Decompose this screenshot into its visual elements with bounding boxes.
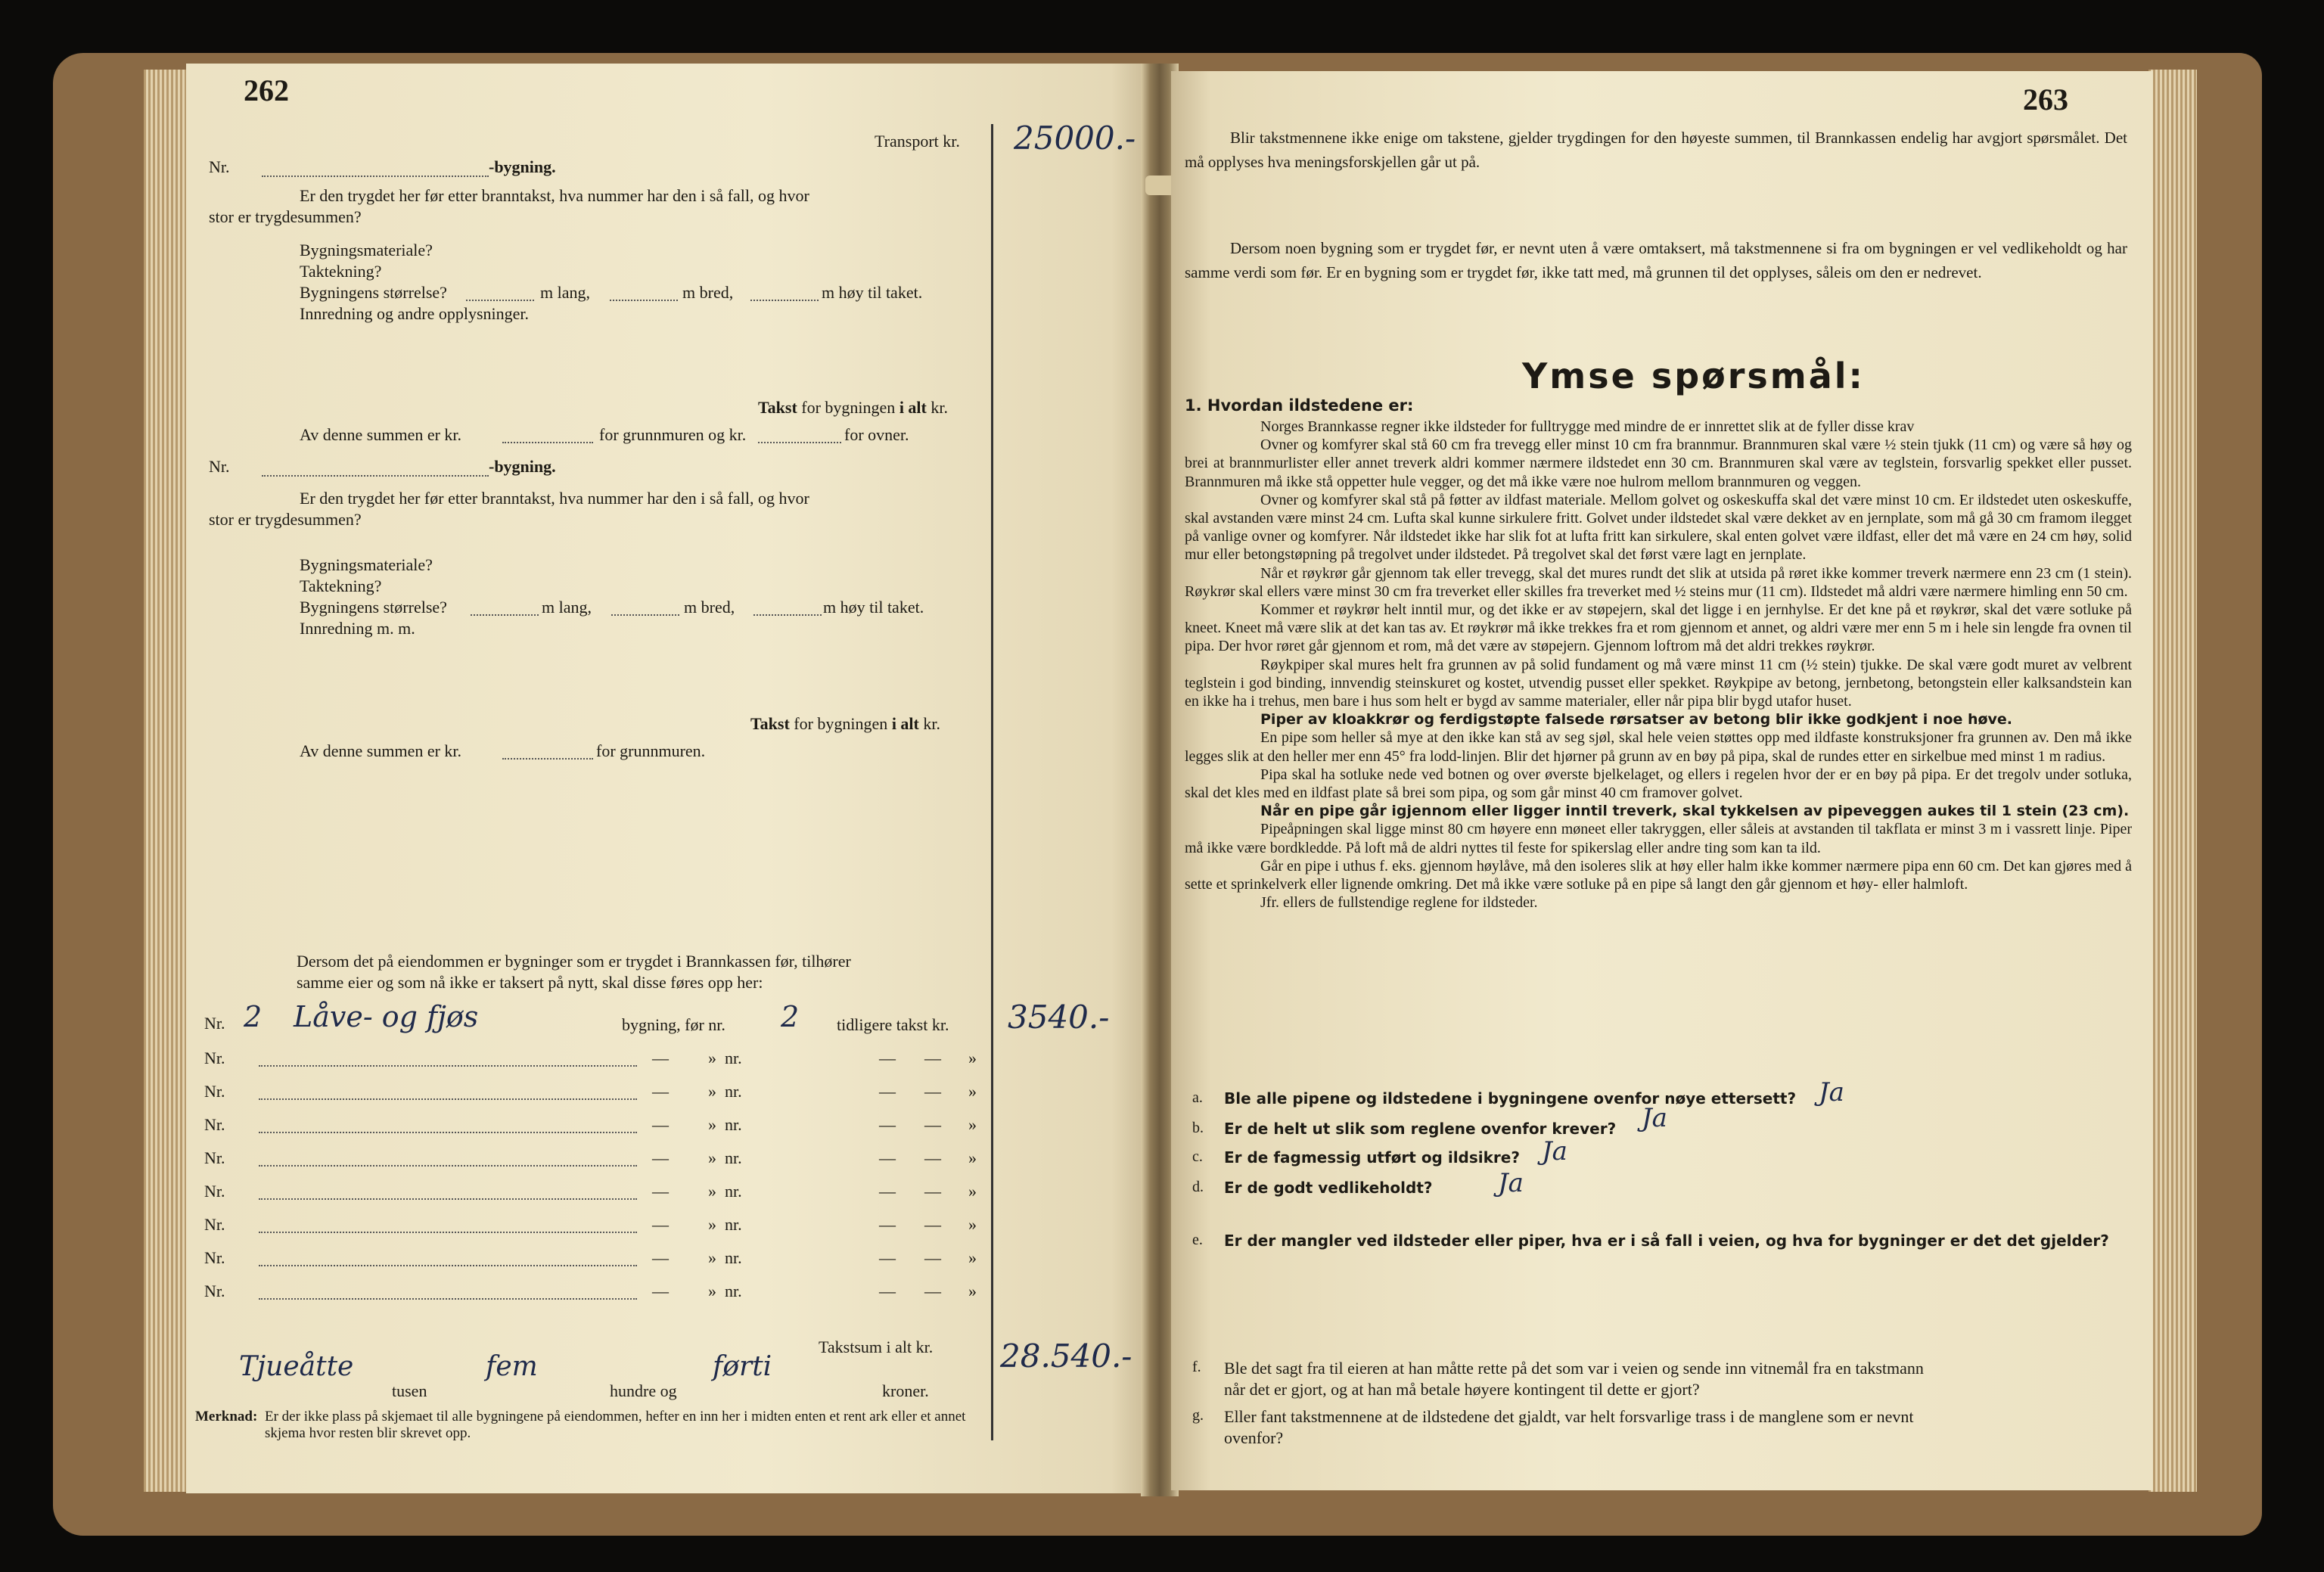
b1-innr: Innredning og andre opplysninger. bbox=[300, 304, 530, 323]
row-quote-2: » bbox=[968, 1182, 977, 1201]
row-dash: — bbox=[652, 1215, 669, 1234]
row-quote: » bbox=[708, 1248, 716, 1267]
merknad-line1: Er der ikke plass på skjemaet til alle bygningene på eiendommen, hefter en inn her i midten enten et rent ark eller et annet bbox=[265, 1409, 966, 1424]
b1-takst-rest: for bygningen bbox=[801, 398, 896, 417]
row-quote: » bbox=[708, 1282, 716, 1300]
row-quote-2: » bbox=[968, 1282, 977, 1300]
words-hundreds: fem bbox=[486, 1351, 538, 1382]
row1-value: 3540.- bbox=[1008, 999, 1110, 1036]
words-thousands: Tjueåtte bbox=[239, 1351, 354, 1382]
row-quote-2: » bbox=[968, 1148, 977, 1167]
page-number-left: 262 bbox=[244, 73, 289, 107]
b2-takst-rest: for bygningen bbox=[794, 714, 888, 733]
b2-storr: Bygningens størrelse? bbox=[300, 598, 447, 617]
row-fill-line bbox=[259, 1065, 637, 1067]
qb-letter: b. bbox=[1192, 1120, 1204, 1136]
dersom-line1: Dersom det på eiendommen er bygninger som er trygdet i Brannkassen før, tilhører bbox=[297, 952, 851, 971]
qd-answer: Ja bbox=[1498, 1168, 1524, 1198]
row1-name: Låve- og fjøs bbox=[294, 1000, 479, 1033]
rule-paragraph: Piper av kloakkrør og ferdigstøpte falsede rørsatser av betong blir ikke godkjent i noe høve. bbox=[1260, 711, 2013, 729]
b1-av: Av denne summen er kr. bbox=[300, 425, 462, 444]
row-quote-2: » bbox=[968, 1215, 977, 1234]
row-nr-label: nr. bbox=[725, 1082, 742, 1101]
b1-takst bbox=[758, 398, 948, 418]
words-tusen: tusen bbox=[392, 1381, 427, 1400]
merknad-line2: skjema hvor resten blir skrevet opp. bbox=[265, 1425, 471, 1441]
b2-mat: Bygningsmateriale? bbox=[300, 555, 433, 574]
row-quote: » bbox=[708, 1049, 716, 1067]
rule-paragraph: Pipa skal ha sotluke nede ved botnen og over øverste bjelkelaget, og ellers i regelen hvor der er en bøy på pipa. Er det tregolv under sotluka, skal det kles med en ildfast plate så brei som pipa, og som går minst 40 cm framover golvet. bbox=[1185, 766, 2132, 802]
page-number-right: 263 bbox=[2023, 82, 2068, 117]
row1-fornr: 2 bbox=[781, 1000, 800, 1033]
b1-bred: m bred, bbox=[682, 283, 734, 302]
qg-text-1: Eller fant takstmennene at de ildstedene det gjaldt, var helt forsvarlige trass i de manglene som er nevnt bbox=[1224, 1407, 1914, 1426]
b1-takst-kr: kr. bbox=[931, 398, 948, 417]
row-quote: » bbox=[708, 1215, 716, 1234]
b1-q1: Er den trygdet her før etter branntakst, hva nummer har den i så fall, og hvor bbox=[300, 186, 809, 205]
takstsum-value: 28.540.- bbox=[1000, 1337, 1132, 1375]
row-fill-line bbox=[259, 1165, 637, 1167]
row1-tidl: tidligere takst kr. bbox=[837, 1015, 949, 1034]
qa-answer: Ja bbox=[1819, 1077, 1844, 1108]
b2-nr-line bbox=[262, 475, 489, 477]
row-nr: Nr. bbox=[204, 1248, 225, 1267]
b1-nr: Nr. bbox=[209, 157, 230, 176]
row-dash-2: — bbox=[879, 1248, 896, 1267]
row-dash: — bbox=[652, 1148, 669, 1167]
row-fill-line bbox=[259, 1198, 637, 1200]
fire-rules bbox=[1185, 418, 2132, 912]
qf-text-1: Ble det sagt fra til eieren at han måtte rette på det som var i veien og sende inn vitnemål fra en takstmann bbox=[1224, 1359, 1924, 1378]
row-quote: » bbox=[708, 1182, 716, 1201]
row-fill-line bbox=[259, 1298, 637, 1300]
row-dash-2: — bbox=[879, 1215, 896, 1234]
b2-takst-kr: kr. bbox=[923, 714, 940, 733]
rule-paragraph: Norges Brannkasse regner ikke ildsteder for fulltrygge med mindre de er innrettet slik at de fyller disse krav bbox=[1260, 418, 1915, 435]
intro-paragraph-1: Blir takstmennene ikke enige om takstene, gjelder trygdingen for den høyeste summen, til Brannkassen endelig har avgjort spørsmålet. Det må opplyses hva meningsforskjellen går ut på. bbox=[1185, 129, 2127, 171]
row-dash-3: — bbox=[924, 1215, 941, 1234]
row1-nr: Nr. bbox=[204, 1014, 225, 1033]
row-nr: Nr. bbox=[204, 1115, 225, 1134]
qg-text-2: ovenfor? bbox=[1224, 1428, 1284, 1447]
b1-hoy: m høy til taket. bbox=[822, 283, 923, 302]
b1-ovner: for ovner. bbox=[844, 425, 909, 444]
row-dash-2: — bbox=[879, 1049, 896, 1067]
rule-paragraph: Pipeåpningen skal ligge minst 80 cm høyere enn møneet eller takryggen, eller såleis at avstanden til takflata er minst 3 m i vassrett linje. Piper må ikke være bordkledde. På loft må de aldri nyttes til feste for spikerslag eller andre ting som kan ta ild. bbox=[1185, 821, 2132, 856]
q1-title: 1. Hvordan ildstedene er: bbox=[1185, 396, 1414, 415]
rule-paragraph: Røykpiper skal mures helt fra grunnen av på solid fundament og må være minst 11 cm (½ stein) tjukke. De skal være godt muret av velbrent teglstein i god binding, innvendig steinskuret og kostet, utvendig pusset eller spekket. Røykpipe av betong, jernbetong, betongstein eller kalksandstein kan en ikke ha i trehus, men bare i hus som helt er bygd av samme materialer, eller når pipa blir bygd utafor huset. bbox=[1185, 656, 2132, 710]
left-page-edges bbox=[144, 70, 189, 1492]
b1-grunn-line bbox=[758, 442, 841, 443]
merknad-label: Merknad: bbox=[195, 1409, 258, 1424]
intro-paragraph-2: Dersom noen bygning som er trygdet før, er nevnt uten å være omtaksert, må takstmennene si fra om bygningen er vel vedlikeholdt og har samme verdi som før. Er en bygning som er trygdet før, ikke tatt med, må grunnen til det opplyses, såleis om den er nedrevet. bbox=[1185, 239, 2127, 281]
row-fill-line bbox=[259, 1098, 637, 1100]
row-quote-2: » bbox=[968, 1049, 977, 1067]
row-dash: — bbox=[652, 1282, 669, 1300]
row-nr-label: nr. bbox=[725, 1248, 742, 1267]
rule-paragraph: Når et røykrør går gjennom tak eller trevegg, skal det mures rundt det slik at utsida på røret ikke kommer treverk nærmere enn 23 cm (1 stein). Røykrør skal ellers være minst 30 cm fra treverket eller skilles fra treverket med ½ steins mur (11 cm). Ildstedet må aldri være nærmere himling enn 50 cm. bbox=[1185, 564, 2132, 600]
b1-bred-line bbox=[610, 300, 678, 301]
qc-text: Er de fagmessig utført og ildsikre? bbox=[1224, 1148, 1520, 1167]
qg-letter: g. bbox=[1192, 1407, 1204, 1424]
b2-q1: Er den trygdet her før etter branntakst, hva nummer har den i så fall, og hvor bbox=[300, 489, 809, 508]
row-nr: Nr. bbox=[204, 1148, 225, 1167]
b2-takst bbox=[750, 714, 940, 734]
row-fill-line bbox=[259, 1132, 637, 1133]
row-dash-3: — bbox=[924, 1282, 941, 1300]
row-nr-label: nr. bbox=[725, 1115, 742, 1134]
b2-lang: m lang, bbox=[542, 598, 592, 617]
row-nr-label: nr. bbox=[725, 1049, 742, 1067]
b2-av: Av denne summen er kr. bbox=[300, 741, 462, 760]
row-fill-line bbox=[259, 1265, 637, 1266]
qd-text: Er de godt vedlikeholdt? bbox=[1224, 1179, 1433, 1197]
words-kroner: kroner. bbox=[882, 1381, 929, 1400]
row1-bygning: bygning, før nr. bbox=[622, 1015, 725, 1034]
transport-label: Transport kr. bbox=[875, 132, 960, 151]
b1-bygning: -bygning. bbox=[489, 157, 556, 176]
rule-paragraph: En pipe som heller så mye at den ikke kan stå av seg sjøl, skal hele veien støttes opp med ildfaste konstruksjoner fra grunnen av. Den må ikke legges slik at den heller mer enn 45° fra lodd-linjen. Blir det hjørner på grunn av en bøy på pipa, skal de rundes etter en sirkelbue med minst 1 m radius. bbox=[1185, 729, 2132, 765]
b1-lang: m lang, bbox=[540, 283, 590, 302]
amount-column-line bbox=[991, 124, 993, 1440]
b2-av-line bbox=[502, 758, 593, 760]
b2-bred-line bbox=[611, 614, 679, 616]
b1-hoy-line bbox=[750, 300, 819, 301]
right-page-edges bbox=[2148, 70, 2197, 1492]
rule-paragraph: Ovner og komfyrer skal stå 60 cm fra trevegg eller minst 10 cm fra brannmur. Brannmuren skal være ½ stein tjukk (11 cm) og være så høy og brei at brannmurlister eller annet treverk aldri kommer nærmere ildstedet enn 30 cm. Brannmuren skal være av teglstein, forsvarlig spekket eller pusset. Brannmuren må ikke stå oppetter hule vegger, og det må ikke være noe hulrom mellom brannmuren og veggen. bbox=[1185, 436, 2132, 490]
b1-lang-line bbox=[466, 300, 534, 301]
row-nr: Nr. bbox=[204, 1282, 225, 1300]
row-dash-3: — bbox=[924, 1148, 941, 1167]
qa-text: Ble alle pipene og ildstedene i bygningene ovenfor nøye ettersett? bbox=[1224, 1089, 1797, 1108]
b2-hoy-line bbox=[753, 614, 822, 616]
b2-bred: m bred, bbox=[684, 598, 735, 617]
b2-tak: Taktekning? bbox=[300, 576, 382, 595]
b1-storr: Bygningens størrelse? bbox=[300, 283, 447, 302]
qf-text-2: når det er gjort, og at han må betale høyere kontingent til dette er gjort? bbox=[1224, 1380, 1700, 1399]
b1-grunn: for grunnmuren og kr. bbox=[599, 425, 747, 444]
qb-text: Er de helt ut slik som reglene ovenfor krever? bbox=[1224, 1120, 1617, 1138]
dersom-line2: samme eier og som nå ikke er taksert på nytt, skal disse føres opp her: bbox=[297, 973, 763, 992]
b2-hoy: m høy til taket. bbox=[823, 598, 924, 617]
row1-num: 2 bbox=[244, 1000, 263, 1033]
row-fill-line bbox=[259, 1232, 637, 1233]
row-dash-2: — bbox=[879, 1182, 896, 1201]
row-quote-2: » bbox=[968, 1082, 977, 1101]
b1-av-line bbox=[502, 442, 593, 443]
row-quote: » bbox=[708, 1082, 716, 1101]
row-nr: Nr. bbox=[204, 1049, 225, 1067]
qc-answer: Ja bbox=[1542, 1136, 1567, 1167]
rule-paragraph: Går en pipe i uthus f. eks. gjennom høylåve, må den isoleres slik at høy eller halm ikke kommer nærmere pipa enn 60 cm. Det kan gjøres med å sette et sprinkelverk eller lignende omkring. Det må ikke være sotluke på en pipe så langt den går gjennom et høy- eller halmloft. bbox=[1185, 857, 2132, 893]
qd-letter: d. bbox=[1192, 1179, 1204, 1195]
transport-value: 25000.- bbox=[1014, 120, 1136, 157]
b2-grunn: for grunnmuren. bbox=[596, 741, 706, 760]
words-hundre: hundre og bbox=[610, 1381, 677, 1400]
row-nr-label: nr. bbox=[725, 1282, 742, 1300]
row-dash: — bbox=[652, 1182, 669, 1201]
qa-letter: a. bbox=[1192, 1089, 1203, 1106]
row-dash: — bbox=[652, 1049, 669, 1067]
right-page bbox=[1171, 71, 2153, 1490]
b1-takst-word: Takst bbox=[758, 398, 797, 417]
row-nr-label: nr. bbox=[725, 1182, 742, 1201]
rule-paragraph: Jfr. ellers de fullstendige reglene for ildsteder. bbox=[1260, 894, 1538, 912]
b1-mat: Bygningsmateriale? bbox=[300, 241, 433, 259]
row-dash-3: — bbox=[924, 1082, 941, 1101]
row-nr: Nr. bbox=[204, 1215, 225, 1234]
row-nr-label: nr. bbox=[725, 1148, 742, 1167]
qc-letter: c. bbox=[1192, 1148, 1203, 1165]
takstsum-label: Takstsum i alt kr. bbox=[819, 1337, 934, 1356]
left-page bbox=[186, 64, 1150, 1493]
qe-text: Er der mangler ved ildsteder eller piper, hva er i så fall i veien, og hva for bygninger er det det gjelder? bbox=[1224, 1232, 2109, 1250]
row-dash: — bbox=[652, 1115, 669, 1134]
row-dash-2: — bbox=[879, 1082, 896, 1101]
qb-answer: Ja bbox=[1642, 1103, 1667, 1133]
b2-takst-word: Takst bbox=[750, 714, 790, 733]
row-nr: Nr. bbox=[204, 1082, 225, 1101]
b1-takst-bold: i alt bbox=[899, 398, 927, 417]
rule-paragraph: Ovner og komfyrer skal stå på føtter av ildfast materiale. Mellom golvet og oskeskuffa skal det være minst 10 cm. Er ildstedet uten oskeskuffe, skal avstanden være minst 24 cm. Lufta skal kunne sirkulere fritt. Golvet under ildstedet skal være dekket av en jernplate, som må gå 30 cm framom ilegget på vanlige ovner og komfyrer. Når ildstedet ikke har slik fot at lufta fritt kan sirkulere, skal enten golvet være ildfast, eller det må være en 24 cm høy, solid mur eller betongstøpning på tregolvet under ildstedet. På tregolvet skal det først være lagt en jernplate. bbox=[1185, 491, 2132, 564]
row-quote-2: » bbox=[968, 1248, 977, 1267]
b1-tak: Taktekning? bbox=[300, 262, 382, 281]
b2-takst-bold: i alt bbox=[891, 714, 919, 733]
row-dash: — bbox=[652, 1248, 669, 1267]
b2-q1b: stor er trygdesummen? bbox=[209, 510, 362, 529]
row-dash: — bbox=[652, 1082, 669, 1101]
qe-letter: e. bbox=[1192, 1232, 1203, 1248]
row-quote-2: » bbox=[968, 1115, 977, 1134]
words-tens: førti bbox=[713, 1351, 772, 1382]
rule-paragraph: Kommer et røykrør helt inntil mur, og det ikke er av støpejern, skal det ligge i en jernhylse. Er det kne på et røykrør, skal det være sotluke på kneet. Kneet må være slik at det kan tas av. Et røykrør må ikke trekkes fra et rom gjennom et annet, og aldri være mer enn 5 m i hele sin lengde fra ovnen til pipa. Der hvor røret går gjennom et rom, må det være av støpejern. Gjennom loftrom må det aldri trekkes røykrør. bbox=[1185, 601, 2132, 655]
b2-lang-line bbox=[471, 614, 539, 616]
row-nr-label: nr. bbox=[725, 1215, 742, 1234]
row-dash-3: — bbox=[924, 1248, 941, 1267]
b1-q1b: stor er trygdesummen? bbox=[209, 207, 362, 226]
b2-nr: Nr. bbox=[209, 457, 230, 476]
row-nr: Nr. bbox=[204, 1182, 225, 1201]
row-dash-3: — bbox=[924, 1182, 941, 1201]
b2-bygning: -bygning. bbox=[489, 457, 556, 476]
row-dash-3: — bbox=[924, 1049, 941, 1067]
row-quote: » bbox=[708, 1148, 716, 1167]
b1-nr-line bbox=[262, 176, 489, 177]
ymse-heading: Ymse spørsmål: bbox=[1522, 356, 1865, 396]
row-dash-2: — bbox=[879, 1148, 896, 1167]
qf-letter: f. bbox=[1192, 1359, 1201, 1375]
row-dash-2: — bbox=[879, 1282, 896, 1300]
row-dash-2: — bbox=[879, 1115, 896, 1134]
row-quote: » bbox=[708, 1115, 716, 1134]
rule-paragraph: Når en pipe går igjennom eller ligger inntil treverk, skal tykkelsen av pipeveggen aukes til 1 stein (23 cm). bbox=[1260, 803, 2130, 820]
b2-innr: Innredning m. m. bbox=[300, 619, 415, 638]
row-dash-3: — bbox=[924, 1115, 941, 1134]
